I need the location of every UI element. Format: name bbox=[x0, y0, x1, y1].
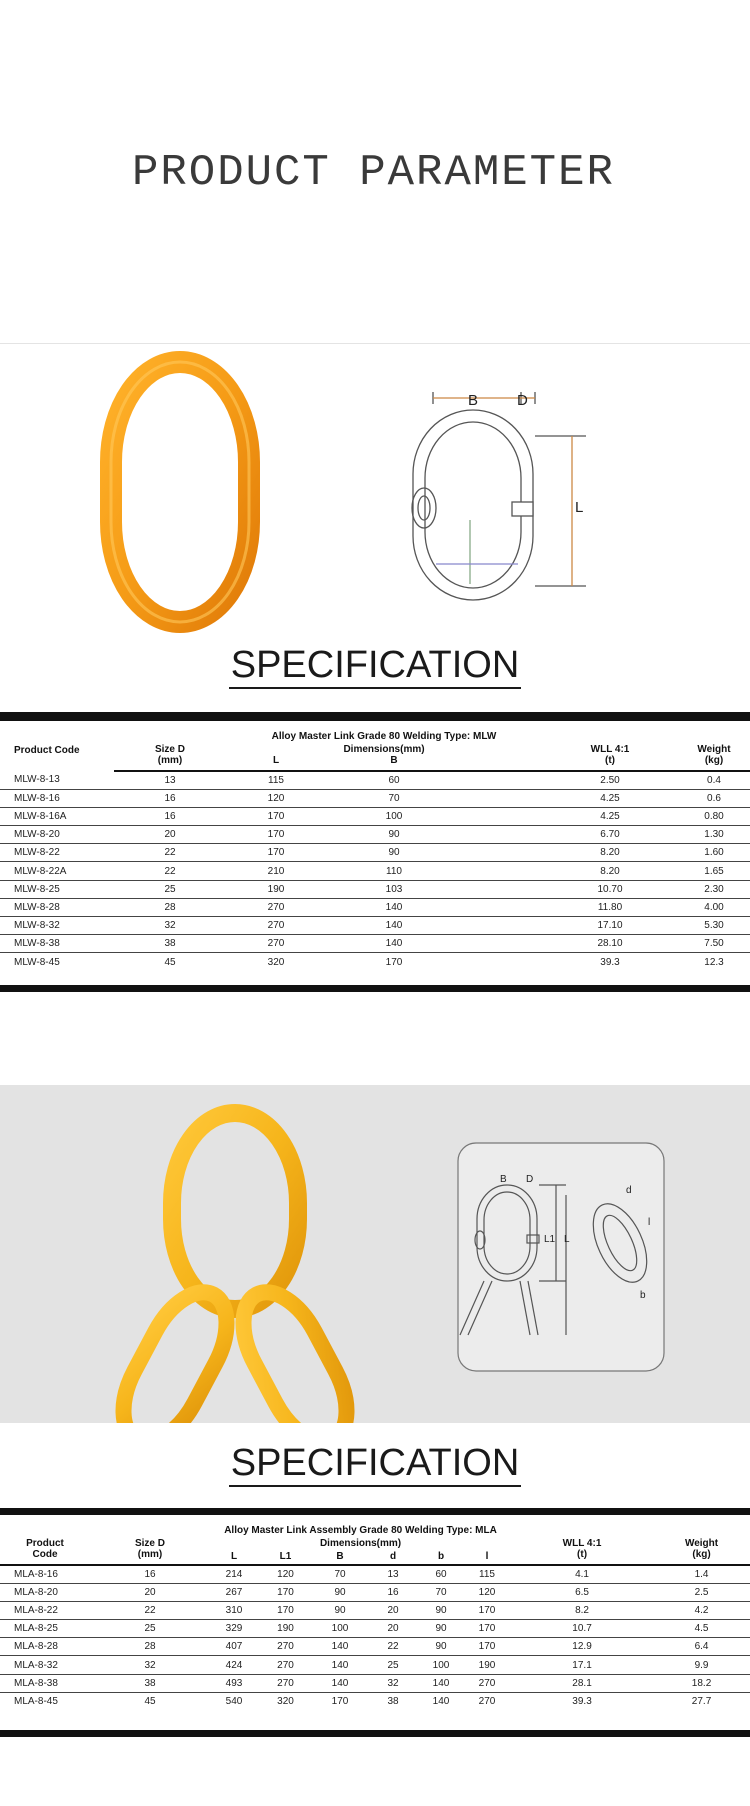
table-cell: 170 bbox=[463, 1601, 511, 1619]
table-cell: 270 bbox=[478, 1696, 496, 1708]
table-row bbox=[0, 771, 750, 789]
table-cell: 320 bbox=[267, 956, 285, 968]
assembly-label-l1: L1 bbox=[544, 1234, 556, 1245]
table-cell: MLA-8-25 bbox=[0, 1620, 90, 1638]
table-row bbox=[0, 844, 750, 862]
spec-title-2 bbox=[0, 1442, 750, 1485]
table-cell: 28 bbox=[90, 1638, 210, 1656]
table-cell: 22 bbox=[367, 1638, 419, 1656]
table-cell: 170 bbox=[258, 1601, 313, 1619]
table-cell: 8.2 bbox=[511, 1601, 653, 1619]
table-cell: 90 bbox=[419, 1601, 463, 1619]
table-cell: 20 bbox=[114, 826, 226, 844]
table-cell: 70 bbox=[326, 789, 462, 807]
table-cell: MLA-8-16 bbox=[0, 1565, 90, 1583]
table-cell: 6.4 bbox=[653, 1638, 750, 1656]
table-row bbox=[0, 935, 750, 953]
table-spacer bbox=[462, 807, 542, 825]
table-spacer bbox=[462, 898, 542, 916]
table-cell: 170 bbox=[463, 1620, 511, 1638]
table-cell: 2.5 bbox=[653, 1583, 750, 1601]
col2-l-small: l bbox=[463, 1549, 511, 1565]
col-wll: WLL 4:1 bbox=[590, 744, 630, 755]
table-cell: 140 bbox=[326, 935, 462, 953]
table-cell: 20 bbox=[367, 1601, 419, 1619]
table-row bbox=[0, 826, 750, 844]
table-cell: 60 bbox=[419, 1565, 463, 1583]
table-cell: 4.25 bbox=[542, 807, 678, 825]
table-cell: 1.65 bbox=[678, 862, 750, 880]
table-cell: 8.20 bbox=[542, 862, 678, 880]
table-cell: 4.00 bbox=[678, 898, 750, 916]
table-cell: 190 bbox=[258, 1620, 313, 1638]
table-row bbox=[0, 1565, 750, 1583]
table-cell: 12.9 bbox=[511, 1638, 653, 1656]
table-cell: MLW-8-22 bbox=[0, 844, 114, 862]
table-cell: 20 bbox=[90, 1583, 210, 1601]
table-cell: 424 bbox=[210, 1656, 258, 1674]
table-spacer bbox=[462, 771, 542, 789]
col-size-d-unit: (mm) bbox=[114, 755, 226, 771]
table-cell: 103 bbox=[326, 880, 462, 898]
table-cell: 10.70 bbox=[542, 880, 678, 898]
col2-size-d-unit: (mm) bbox=[90, 1549, 210, 1565]
table-cell: MLW-8-25 bbox=[0, 880, 114, 898]
table-cell: 70 bbox=[419, 1583, 463, 1601]
table-cell: MLA-8-20 bbox=[0, 1583, 90, 1601]
table-cell: 120 bbox=[258, 1565, 313, 1583]
table-cell: MLW-8-45 bbox=[14, 956, 60, 968]
table-cell: 267 bbox=[210, 1583, 258, 1601]
table-cell: 45 bbox=[144, 1696, 156, 1708]
table-cell: 170 bbox=[463, 1638, 511, 1656]
col-wll-unit: (t) bbox=[542, 755, 678, 771]
table-row bbox=[0, 1583, 750, 1601]
table-cell: 27.7 bbox=[691, 1696, 712, 1708]
table-cell: 214 bbox=[210, 1565, 258, 1583]
table-cell: 38 bbox=[387, 1696, 399, 1708]
master-link-diagram bbox=[0, 344, 750, 644]
col-weight-unit: (kg) bbox=[678, 755, 750, 771]
table-cell: 18.2 bbox=[653, 1674, 750, 1692]
col2-wll-unit: (t) bbox=[511, 1549, 653, 1565]
table-spacer bbox=[462, 862, 542, 880]
table-cell: 170 bbox=[331, 1696, 349, 1708]
table-cell: 6.5 bbox=[511, 1583, 653, 1601]
table-cell: 140 bbox=[432, 1696, 450, 1708]
table-cell: 32 bbox=[367, 1674, 419, 1692]
table1-title: Alloy Master Link Grade 80 Welding Type: MLW bbox=[271, 730, 497, 742]
table-cell: 4.1 bbox=[511, 1565, 653, 1583]
table-cell: 115 bbox=[463, 1565, 511, 1583]
table-cell: MLW-8-22A bbox=[0, 862, 114, 880]
table-cell: MLW-8-38 bbox=[0, 935, 114, 953]
diagram-label-l: L bbox=[575, 499, 584, 516]
table-cell: 170 bbox=[226, 844, 326, 862]
table-row bbox=[0, 880, 750, 898]
table-cell: 6.70 bbox=[542, 826, 678, 844]
table1-top-bar bbox=[0, 712, 750, 721]
table-cell: 100 bbox=[419, 1656, 463, 1674]
table-row bbox=[0, 953, 750, 971]
col-product: Product bbox=[26, 1538, 64, 1549]
table-cell: 4.5 bbox=[653, 1620, 750, 1638]
table-cell: 38 bbox=[114, 935, 226, 953]
table-cell: MLW-8-13 bbox=[0, 771, 114, 789]
table-cell: 38 bbox=[90, 1674, 210, 1692]
table-row bbox=[0, 1638, 750, 1656]
col2-size-d: Size D bbox=[134, 1538, 165, 1549]
table-spacer bbox=[462, 826, 542, 844]
link-label-d: d bbox=[626, 1185, 632, 1196]
table-cell: 90 bbox=[419, 1638, 463, 1656]
table2-bottom-bar bbox=[0, 1730, 750, 1737]
master-link-photo-area bbox=[0, 344, 750, 644]
table-cell: 329 bbox=[210, 1620, 258, 1638]
col2-wll: WLL 4:1 bbox=[562, 1538, 602, 1549]
table-cell: 270 bbox=[258, 1656, 313, 1674]
table-cell: 17.10 bbox=[542, 917, 678, 935]
col2-d: d bbox=[367, 1549, 419, 1565]
spec-title-2-text: SPECIFICATION bbox=[229, 1442, 522, 1487]
table-cell: 16 bbox=[90, 1565, 210, 1583]
link-label-l: l bbox=[648, 1217, 651, 1228]
table-cell: 0.80 bbox=[678, 807, 750, 825]
table-cell: MLW-8-20 bbox=[0, 826, 114, 844]
table-cell: 10.7 bbox=[511, 1620, 653, 1638]
table2-top-bar bbox=[0, 1508, 750, 1515]
table-row bbox=[0, 1692, 750, 1710]
table-row bbox=[0, 1656, 750, 1674]
table-cell: MLW-8-16A bbox=[0, 807, 114, 825]
table-cell: 270 bbox=[258, 1674, 313, 1692]
table-cell: 100 bbox=[313, 1620, 367, 1638]
assembly-label-b: B bbox=[500, 1174, 507, 1185]
table-spacer bbox=[462, 880, 542, 898]
table-cell: 32 bbox=[114, 917, 226, 935]
col-l: L bbox=[226, 755, 326, 771]
table-cell: 1.4 bbox=[653, 1565, 750, 1583]
table2-dimensions-label: Dimensions(mm) bbox=[319, 1537, 402, 1549]
table-cell: 4.2 bbox=[653, 1601, 750, 1619]
table-cell: 16 bbox=[367, 1583, 419, 1601]
table-cell: 20 bbox=[367, 1620, 419, 1638]
table-cell: 170 bbox=[258, 1583, 313, 1601]
table-cell: 320 bbox=[277, 1696, 294, 1708]
col2-b-small: b bbox=[419, 1549, 463, 1565]
col2-weight-unit: (kg) bbox=[653, 1549, 750, 1565]
col-product-code: Product Code bbox=[14, 744, 80, 756]
table-cell: 1.60 bbox=[678, 844, 750, 862]
table-cell: 5.30 bbox=[678, 917, 750, 935]
link-label-b: b bbox=[640, 1290, 646, 1301]
table-cell: 2.30 bbox=[678, 880, 750, 898]
table-cell: 17.1 bbox=[511, 1656, 653, 1674]
table-cell: 25 bbox=[90, 1620, 210, 1638]
table-cell: 45 bbox=[164, 956, 176, 968]
table-cell: 7.50 bbox=[678, 935, 750, 953]
table-cell: MLA-8-32 bbox=[0, 1656, 90, 1674]
table-cell: 170 bbox=[226, 807, 326, 825]
table-spacer bbox=[462, 789, 542, 807]
table-cell: 12.3 bbox=[704, 956, 724, 968]
table-cell: 270 bbox=[226, 935, 326, 953]
table-cell: 270 bbox=[258, 1638, 313, 1656]
spec-title-1 bbox=[0, 644, 750, 687]
table-cell: 90 bbox=[313, 1601, 367, 1619]
table-cell: 28.10 bbox=[542, 935, 678, 953]
table-cell: 28.1 bbox=[511, 1674, 653, 1692]
table-cell: 120 bbox=[463, 1583, 511, 1601]
col-code: Code bbox=[0, 1549, 90, 1565]
col2-b: B bbox=[313, 1549, 367, 1565]
table-cell: 170 bbox=[385, 956, 403, 968]
table-cell: 310 bbox=[210, 1601, 258, 1619]
table-cell: 210 bbox=[226, 862, 326, 880]
table-spacer bbox=[462, 953, 542, 971]
table-cell: 140 bbox=[326, 898, 462, 916]
table-cell: 9.9 bbox=[653, 1656, 750, 1674]
table-cell: 140 bbox=[313, 1638, 367, 1656]
table-spacer bbox=[462, 917, 542, 935]
table-cell: 0.6 bbox=[678, 789, 750, 807]
col-b: B bbox=[326, 755, 462, 771]
table-cell: 32 bbox=[90, 1656, 210, 1674]
table-cell: 16 bbox=[114, 789, 226, 807]
table-cell: 13 bbox=[114, 771, 226, 789]
table-cell: 1.30 bbox=[678, 826, 750, 844]
table-cell: 140 bbox=[313, 1674, 367, 1692]
page-heading: PRODUCT PARAMETER bbox=[132, 148, 615, 198]
table-cell: 110 bbox=[326, 862, 462, 880]
assembly-diagram bbox=[0, 1085, 750, 1423]
table-cell: MLA-8-28 bbox=[0, 1638, 90, 1656]
table-cell: 90 bbox=[326, 844, 462, 862]
table-cell: 22 bbox=[114, 844, 226, 862]
table-cell: 13 bbox=[367, 1565, 419, 1583]
table2-title: Alloy Master Link Assembly Grade 80 Welding Type: MLA bbox=[224, 1525, 497, 1536]
spec-title-1-text: SPECIFICATION bbox=[229, 644, 522, 689]
assembly-photo-area bbox=[0, 1085, 750, 1423]
table-row bbox=[0, 862, 750, 880]
table-cell: MLA-8-38 bbox=[0, 1674, 90, 1692]
table-cell: 0.4 bbox=[678, 771, 750, 789]
table-cell: MLA-8-45 bbox=[14, 1696, 58, 1708]
col2-l1: L1 bbox=[258, 1549, 313, 1565]
table-cell: 190 bbox=[463, 1656, 511, 1674]
table-cell: 270 bbox=[463, 1674, 511, 1692]
table-cell: 115 bbox=[226, 771, 326, 789]
mlw-spec-table bbox=[0, 729, 750, 971]
table-cell: 100 bbox=[326, 807, 462, 825]
table-row bbox=[0, 1674, 750, 1692]
table-cell: 90 bbox=[419, 1620, 463, 1638]
table-cell: 270 bbox=[226, 917, 326, 935]
table-row bbox=[0, 807, 750, 825]
table-cell: 70 bbox=[313, 1565, 367, 1583]
table-cell: 140 bbox=[419, 1674, 463, 1692]
table-cell: 90 bbox=[313, 1583, 367, 1601]
assembly-label-d: D bbox=[526, 1174, 534, 1185]
table-cell: MLW-8-32 bbox=[0, 917, 114, 935]
col2-l: L bbox=[210, 1549, 258, 1565]
col-weight: Weight bbox=[697, 744, 731, 755]
table1-bottom-bar bbox=[0, 985, 750, 992]
table-cell: 140 bbox=[326, 917, 462, 935]
table-cell: MLW-8-16 bbox=[0, 789, 114, 807]
table-spacer bbox=[462, 935, 542, 953]
table-cell: 140 bbox=[313, 1656, 367, 1674]
table-cell: 190 bbox=[226, 880, 326, 898]
table-row bbox=[0, 1601, 750, 1619]
table-cell: 11.80 bbox=[542, 898, 678, 916]
table-cell: 22 bbox=[114, 862, 226, 880]
mla-spec-table bbox=[0, 1524, 750, 1711]
table-cell: 120 bbox=[226, 789, 326, 807]
col2-weight: Weight bbox=[684, 1538, 719, 1549]
diagram-label-b: B bbox=[468, 392, 479, 409]
table-cell: 16 bbox=[114, 807, 226, 825]
table1-dimensions-label: Dimensions(mm) bbox=[343, 743, 425, 755]
assembly-label-l: L bbox=[564, 1234, 570, 1245]
table-cell: 60 bbox=[326, 771, 462, 789]
table-cell: 407 bbox=[210, 1638, 258, 1656]
table-cell: 39.3 bbox=[572, 1696, 592, 1708]
table-spacer bbox=[462, 844, 542, 862]
table-row bbox=[0, 898, 750, 916]
table-cell: 25 bbox=[367, 1656, 419, 1674]
diagram-label-d: D bbox=[517, 392, 528, 409]
table-cell: 25 bbox=[114, 880, 226, 898]
table-cell: 2.50 bbox=[542, 771, 678, 789]
table-cell: 22 bbox=[90, 1601, 210, 1619]
table-cell: 270 bbox=[226, 898, 326, 916]
table-cell: MLA-8-22 bbox=[0, 1601, 90, 1619]
table-cell: 4.25 bbox=[542, 789, 678, 807]
table-cell: 39.3 bbox=[600, 956, 620, 968]
table-cell: 493 bbox=[210, 1674, 258, 1692]
table-cell: 8.20 bbox=[542, 844, 678, 862]
table-cell: 540 bbox=[225, 1696, 243, 1708]
table-cell: 170 bbox=[226, 826, 326, 844]
table-cell: MLW-8-28 bbox=[0, 898, 114, 916]
table-row bbox=[0, 789, 750, 807]
table-cell: 28 bbox=[114, 898, 226, 916]
col-size-d: Size D bbox=[154, 744, 185, 755]
table-cell: 90 bbox=[326, 826, 462, 844]
table-row bbox=[0, 1620, 750, 1638]
table-row bbox=[0, 917, 750, 935]
